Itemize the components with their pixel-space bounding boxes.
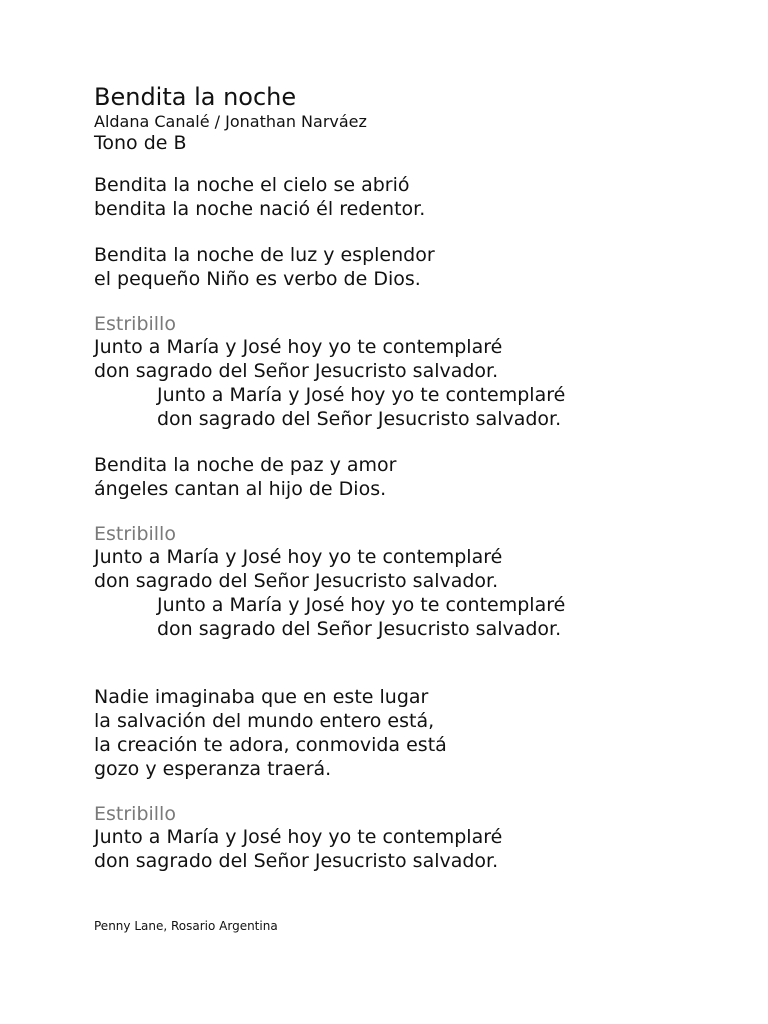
lyrics-sheet [94,82,734,895]
lyric-line: don sagrado del Señor Jesucristo salvador. [94,850,499,872]
chorus-1 [94,313,734,431]
lyric-line: don sagrado del Señor Jesucristo salvador. [94,360,499,382]
verse-3 [94,453,734,501]
chorus-label: Estribillo [94,313,176,335]
chorus-3 [94,803,734,873]
lyric-line-indented: Junto a María y José hoy yo te contemplaré [157,594,566,616]
lyric-line: ángeles cantan al hijo de Dios. [94,478,387,500]
verse-2 [94,243,734,291]
lyric-line-indented: don sagrado del Señor Jesucristo salvador. [157,618,562,640]
song-authors: Aldana Canalé / Jonathan Narváez [94,112,367,131]
lyric-line: bendita la noche nació él redentor. [94,198,426,220]
lyric-line: Junto a María y José hoy yo te contemplaré [94,546,503,568]
verse-4 [94,685,734,781]
lyric-line: Nadie imaginaba que en este lugar [94,686,429,708]
footer-credit: Penny Lane, Rosario Argentina [94,919,278,933]
lyric-line: gozo y esperanza traerá. [94,758,332,780]
chorus-label: Estribillo [94,523,176,545]
lyric-line: Junto a María y José hoy yo te contemplaré [94,826,503,848]
verse-1 [94,173,734,221]
lyric-line: Bendita la noche de paz y amor [94,454,397,476]
song-key: Tono de B [94,132,187,154]
lyric-line: la creación te adora, conmovida está [94,734,447,756]
lyric-line-indented: don sagrado del Señor Jesucristo salvador. [157,408,562,430]
lyric-line: Bendita la noche el cielo se abrió [94,174,410,196]
chorus-2 [94,523,734,641]
lyric-line: el pequeño Niño es verbo de Dios. [94,268,421,290]
lyric-line: don sagrado del Señor Jesucristo salvador. [94,570,499,592]
lyric-line-indented: Junto a María y José hoy yo te contemplaré [157,384,566,406]
lyric-line: Junto a María y José hoy yo te contemplaré [94,336,503,358]
section-spacer [94,663,734,685]
chorus-label: Estribillo [94,803,176,825]
song-title: Bendita la noche [94,83,297,111]
lyric-line: la salvación del mundo entero está, [94,710,435,732]
lyric-line: Bendita la noche de luz y esplendor [94,244,435,266]
